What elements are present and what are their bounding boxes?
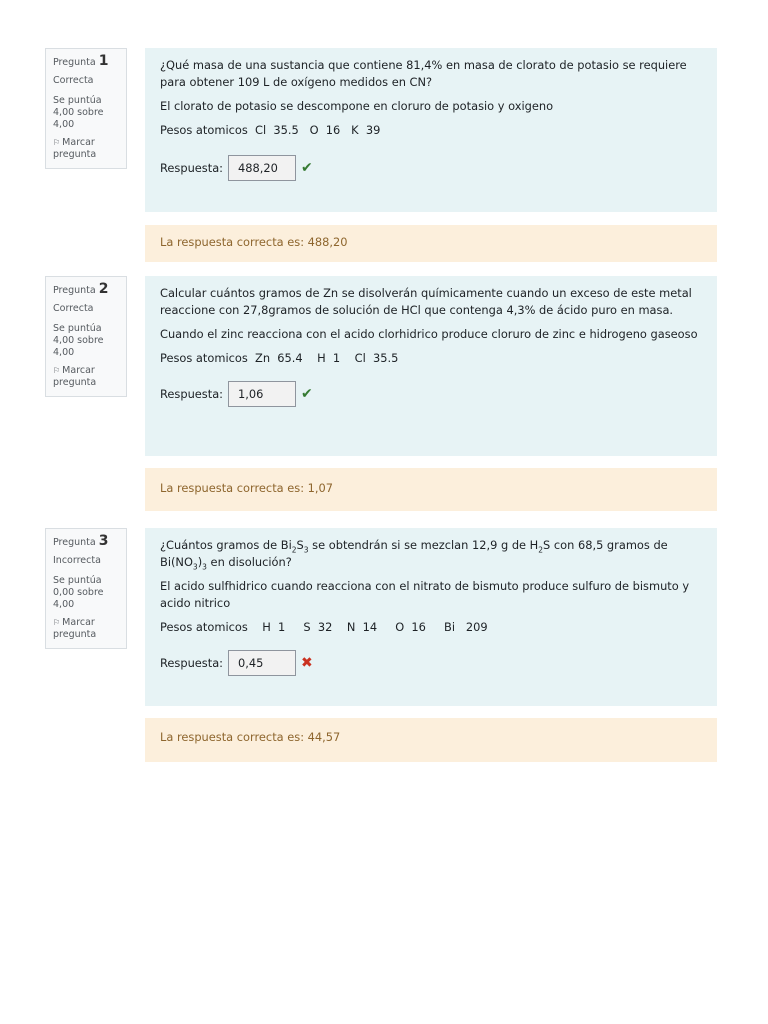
answer-input[interactable]: 0,45 bbox=[228, 650, 296, 676]
question-content bbox=[145, 48, 717, 212]
question-label: Pregunta bbox=[53, 285, 96, 296]
question-grade: Se puntúa 4,00 sobre 4,00 bbox=[53, 95, 104, 130]
check-icon: ✔ bbox=[301, 159, 313, 176]
text-run: se obtendrán si se mezclan 12,9 g de H bbox=[308, 538, 539, 552]
flag-question-link[interactable] bbox=[53, 137, 120, 161]
correct-answer-text: La respuesta correcta es: 488,20 bbox=[160, 235, 348, 249]
subscript: 3 bbox=[192, 562, 198, 572]
question-text: Pesos atomicos H 1 S 32 N 14 O 16 Bi 209 bbox=[160, 620, 488, 634]
flag-icon: ⚐ bbox=[53, 366, 61, 375]
answer-row bbox=[160, 650, 703, 676]
question-label: Pregunta bbox=[53, 57, 96, 68]
question-number: 3 bbox=[98, 533, 109, 549]
question-state: Correcta bbox=[53, 303, 94, 314]
subscript: 2 bbox=[538, 545, 544, 555]
question-text: Pesos atomicos Zn 65.4 H 1 Cl 35.5 bbox=[160, 351, 399, 365]
subscript: 3 bbox=[303, 545, 309, 555]
text-run: S bbox=[296, 538, 304, 552]
answer-label: Respuesta: bbox=[160, 386, 224, 401]
question-text: Cuando el zinc reacciona con el acido clorhidrico produce cloruro de zinc e hidrogeno gaseoso bbox=[160, 327, 698, 341]
answer-row bbox=[160, 155, 703, 181]
question-label: Pregunta bbox=[53, 537, 96, 548]
check-icon: ✔ bbox=[301, 385, 313, 402]
flag-label: Marcar pregunta bbox=[53, 137, 97, 160]
question-state: Incorrecta bbox=[53, 555, 101, 566]
question-content bbox=[145, 276, 717, 456]
answer-label: Respuesta: bbox=[160, 160, 224, 175]
question-text: Pesos atomicos Cl 35.5 O 16 K 39 bbox=[160, 123, 381, 137]
question-grade: Se puntúa 4,00 sobre 4,00 bbox=[53, 323, 104, 358]
answer-input[interactable]: 1,06 bbox=[228, 381, 296, 407]
answer-input[interactable]: 488,20 bbox=[228, 155, 296, 181]
feedback-box bbox=[145, 225, 717, 262]
flag-label: Marcar pregunta bbox=[53, 617, 97, 640]
question-text: El acido sulfhidrico cuando reacciona con el nitrato de bismuto produce sulfuro de bismuto y acido nitrico bbox=[160, 579, 690, 610]
question-text: Calcular cuántos gramos de Zn se disolverán químicamente cuando un exceso de este metal reaccione con 27,8gramos de solución de HCl que contenga 4,3% de ácido puro en masa. bbox=[160, 286, 692, 317]
flag-label: Marcar pregunta bbox=[53, 365, 97, 388]
question-number: 1 bbox=[98, 53, 109, 69]
text-run: en disolución? bbox=[206, 555, 292, 569]
question-text: ¿Qué masa de una sustancia que contiene 81,4% en masa de clorato de potasio se requiere para obtener 109 L de oxígeno medidos en CN? bbox=[160, 58, 687, 89]
answer-row bbox=[160, 381, 703, 407]
question-content bbox=[145, 528, 717, 706]
question-number: 2 bbox=[98, 281, 109, 297]
question-grade: Se puntúa 0,00 sobre 4,00 bbox=[53, 575, 104, 610]
correct-answer-text: La respuesta correcta es: 44,57 bbox=[160, 730, 341, 744]
text-run: ¿Cuántos gramos de Bi bbox=[160, 538, 292, 552]
subscript: 3 bbox=[202, 562, 207, 572]
answer-label: Respuesta: bbox=[160, 655, 224, 670]
flag-question-link[interactable] bbox=[53, 365, 120, 389]
question-info bbox=[45, 528, 127, 649]
text-run: ) bbox=[197, 555, 203, 569]
question-state: Correcta bbox=[53, 75, 94, 86]
flag-icon: ⚐ bbox=[53, 138, 61, 147]
question-text: El clorato de potasio se descompone en cloruro de potasio y oxigeno bbox=[160, 99, 554, 113]
flag-icon: ⚐ bbox=[53, 618, 61, 627]
flag-question-link[interactable] bbox=[53, 617, 120, 641]
question-text bbox=[160, 537, 703, 571]
question-info bbox=[45, 276, 127, 397]
question-info bbox=[45, 48, 127, 169]
feedback-box bbox=[145, 718, 717, 762]
feedback-box bbox=[145, 468, 717, 511]
cross-icon: ✖ bbox=[301, 654, 313, 671]
subscript: 2 bbox=[291, 545, 297, 555]
text-run: S con 68,5 gramos de Bi(NO bbox=[160, 538, 668, 569]
correct-answer-text: La respuesta correcta es: 1,07 bbox=[160, 481, 334, 495]
